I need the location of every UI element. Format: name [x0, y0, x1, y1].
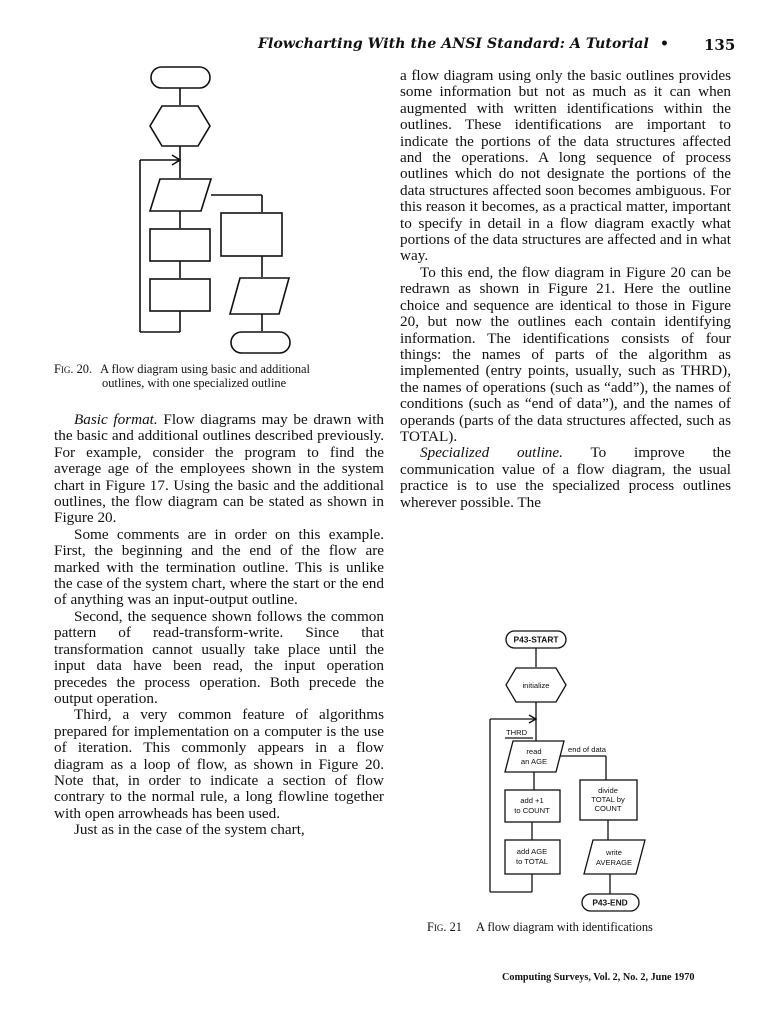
fig21-write-line2: AVERAGE	[595, 858, 633, 867]
header-bullet: •	[660, 36, 669, 52]
fig21-add-age-line2: to TOTAL	[515, 857, 549, 866]
fig21-end-label: P43-END	[592, 897, 628, 908]
fig21-thrd-label: THRD	[506, 728, 528, 737]
fig21-divide-line2: TOTAL by	[591, 795, 625, 804]
left-paragraph-4: Third, a very common feature of algorithms prepared for implementation on a computer is the use of iteration. This commonly appears in a flow diagram as a loop of flow, as shown in Figure 20. Note that, in order to indicate a section of flow contrary to the normal rule, a long flowline together with open arrowheads has been used.	[54, 706, 384, 822]
fig21-read-line1: read	[526, 747, 542, 756]
fig21-write-parallelogram	[584, 840, 645, 874]
fig21-initialize-label: initialize	[522, 681, 550, 690]
fig21-add-age-line1: add AGE	[516, 847, 548, 856]
fig21-end-of-data-label: end of data	[568, 745, 607, 754]
fig21-add1-line1: add +1	[520, 796, 544, 805]
fig21-write-line1: write	[605, 848, 623, 857]
figure-20-caption-line2: outlines, with one specialized outline	[102, 376, 287, 390]
left-paragraph-5: Just as in the case of the system chart,	[74, 821, 305, 839]
figure-21-caption-text: A flow diagram with identifications	[475, 920, 653, 934]
fig21-divide-line1: divide	[598, 786, 618, 795]
basic-format-text: Flow diagrams may be drawn with the basic and additional outlines described previously. For example, consider the program to find the average age of the employees shown in the system chart in Figure 17. Using the basic and the additional outlines, the flow diagram can be stated as shown in Figure 20.	[54, 411, 385, 527]
basic-format-heading: Basic format.	[74, 411, 158, 428]
page-number: 135	[704, 36, 736, 54]
figure-20-label: Fig. 20.	[54, 362, 93, 376]
left-paragraph-2: Some comments are in order on this example. First, the beginning and the end of the flow are marked with the termination outline. This is unlike the case of the system chart, where the start or the end of anything was an input-output outline.	[54, 525, 384, 609]
fig21-start-label: P43-START	[513, 634, 559, 645]
fig21-read-line2: an AGE	[520, 757, 548, 766]
figure-21-caption	[427, 920, 727, 934]
figure-20-caption-line1: A flow diagram using basic and additional	[100, 362, 310, 376]
specialized-outline-text: To improve the communication value of a flow diagram, the usual practice is to use the specialized process outlines wherever possible. The	[400, 444, 731, 511]
right-paragraph-2: To this end, the flow diagram in Figure 20 can be redrawn as shown in Figure 21. Here the outline choice and sequence are identical to those in Figure 20, but now the outlines each contain identifying information. The identifications consists of four things: the names of parts of the algorithm as implemented (entry points, usually, such as THRD), the names of operations (such as “add”), the names of conditions (such as “end of data”), and the names of operands (parts of the data structures affected, such as TOTAL).	[400, 263, 731, 445]
right-paragraph-1: a flow diagram using only the basic outlines provides some information but not as much as it can when augmented with written identifications within the outlines. These identifications are important to indicate the portions of the data structures affected and the operations. A long sequence of process outlines which do not designate the portions of the data structures affected soon becomes ambiguous. For this reason it becomes, as a practical matter, important to specify in detail in a flow diagram exactly what portions of the data structures are affected and in what way.	[400, 67, 731, 265]
figure-21-label: Fig. 21	[427, 920, 462, 934]
journal-citation-footer: Computing Surveys, Vol. 2, No. 2, June 1970	[502, 972, 695, 983]
left-paragraph-3: Second, the sequence shown follows the common pattern of read-transform-write. Since that transformation cannot usually take place until the input data have been read, the input operation precedes the process operation. Both precede the output operation.	[54, 607, 384, 707]
specialized-outline-heading: Specialized outline.	[420, 444, 563, 462]
fig21-add1-line2: to COUNT	[514, 806, 550, 815]
fig21-divide-line3: COUNT	[594, 804, 622, 813]
running-header-title: Flowcharting With the ANSI Standard: A Tutorial	[258, 36, 649, 52]
